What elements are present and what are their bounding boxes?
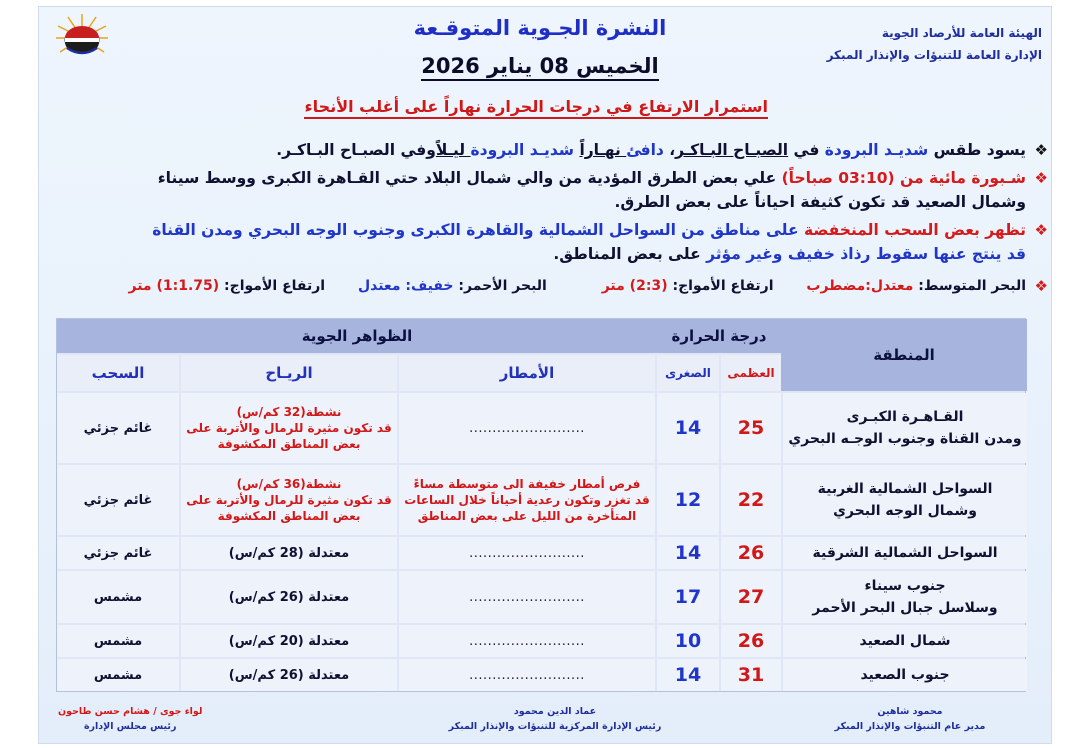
bullet-clouds-cont: قد ينتج عنها سقوط رذاذ خفيف وغير مؤثر على بعض المناطق. [553, 245, 1026, 263]
row5-max: 26 [721, 625, 781, 657]
bullet-fog: ❖ شـبورة مائية من (03:10 صباحاً) علي بعض الطرق المؤدية من والي شمال البلاد حتي القـاهرة الكبرى ووسط سيناء [148, 166, 1048, 190]
header-wind: الريـاح [181, 355, 397, 391]
row5-wind: معتدلة (20 كم/س) [181, 625, 397, 657]
forecast-table [56, 318, 1026, 692]
org-line-2: الإدارة العامة للتنبؤات والإنذار المبكر [826, 48, 1042, 62]
row4-rain: ......................... [399, 571, 655, 623]
header-clouds: السحب [57, 355, 179, 391]
row6-rain: ......................... [399, 659, 655, 691]
bulletin-date: الخميس 08 يناير 2026 [340, 54, 740, 78]
row2-clouds: غائم جزئي [57, 465, 179, 535]
bullet-temperature: ❖ يسود طقس شديـد البرودة في الصبـاح البـاكـر، دافئ نهـاراً شديـد البرودة ليـلاًوفي الصبـاح البـاكـر. [148, 138, 1048, 162]
header-region: المنطقة [781, 319, 1027, 391]
row6-max: 31 [721, 659, 781, 691]
row3-min: 14 [657, 537, 719, 569]
row5-region: شمال الصعيد [783, 625, 1027, 657]
header-phenomena: الظواهر الجوية [57, 319, 657, 353]
row4-wind: معتدلة (26 كم/س) [181, 571, 397, 623]
row6-wind: معتدلة (26 كم/س) [181, 659, 397, 691]
bulletin-title: النشرة الجـوية المتوقـعة [413, 16, 667, 40]
row4-clouds: مشمس [57, 571, 179, 623]
diamond-bullet-icon: ❖ [1034, 141, 1048, 159]
row3-region: السواحل الشمالية الشرقية [783, 537, 1027, 569]
bullet-clouds: ❖ تظهر بعض السحب المنخفضة على مناطق من السواحل الشمالية والقاهرة الكبرى وجنوب الوجه البحري ومدن القناة [148, 218, 1048, 242]
row4-min: 17 [657, 571, 719, 623]
signature-right: محمود شاهين مدير عام التنبؤات والإنذار المبكر [834, 706, 986, 732]
bullet-fog-cont: وشمال الصعيد قد تكون كثيفة احياناً على بعض الطرق. [614, 193, 1026, 211]
row2-max: 22 [721, 465, 781, 535]
signature-center: عماد الدين محمود رئيس الإدارة المركزية للتنبؤات والإنذار المبكر [448, 706, 662, 732]
header-min: الصغرى [657, 355, 719, 391]
row5-clouds: مشمس [57, 625, 179, 657]
row6-region: جنوب الصعيد [783, 659, 1027, 691]
headline: استمرار الارتفاع في درجات الحرارة نهاراً على أغلب الأنحاء [304, 97, 768, 119]
row2-wind: نشطة(36 كم/س) قد تكون مثيرة للرمال والأتربة على بعض المناطق المكشوفة [181, 465, 397, 535]
org-line-1: الهيئة العامة للأرصاد الجوية [881, 26, 1042, 40]
row3-clouds: غائم جزئي [57, 537, 179, 569]
row1-region: القـاهـرة الكبـرى ومدن القناة وجنوب الوجـه البحري [783, 393, 1027, 463]
header-rain: الأمطار [399, 355, 655, 391]
row2-min: 12 [657, 465, 719, 535]
row1-rain: ......................... [399, 393, 655, 463]
row5-rain: ......................... [399, 625, 655, 657]
diamond-bullet-icon: ❖ [1034, 277, 1048, 295]
diamond-bullet-icon: ❖ [1034, 221, 1048, 239]
bullet-sea: ❖ البحر المتوسط: معتدل:مضطرب ارتفاع الأمواج: (2:3) متر البحر الأحمر: خفيف: معتدل ارتفاع الأمواج: (1:1.75) متر [148, 274, 1048, 298]
row1-wind: نشطة(32 كم/س) قد تكون مثيرة للرمال والأتربة على بعض المناطق المكشوفة [181, 393, 397, 463]
header-max: العظمى [721, 355, 781, 391]
row6-min: 14 [657, 659, 719, 691]
row2-region: السواحل الشمالية الغربية وشمال الوجه البحري [783, 465, 1027, 535]
diamond-bullet-icon: ❖ [1034, 169, 1048, 187]
row3-rain: ......................... [399, 537, 655, 569]
row3-max: 26 [721, 537, 781, 569]
row1-max: 25 [721, 393, 781, 463]
organization-name [827, 22, 1042, 66]
row3-wind: معتدلة (28 كم/س) [181, 537, 397, 569]
forecast-bullets [128, 138, 1048, 298]
row1-min: 14 [657, 393, 719, 463]
row4-region: جنوب سيناء وسلاسل جبال البحر الأحمر [783, 571, 1027, 623]
header-temperature: درجة الحرارة [657, 319, 781, 353]
ema-logo-icon [54, 12, 110, 64]
row4-max: 27 [721, 571, 781, 623]
row5-min: 10 [657, 625, 719, 657]
row1-clouds: غائم جزئي [57, 393, 179, 463]
row6-clouds: مشمس [57, 659, 179, 691]
row2-rain: فرص أمطار خفيفة الى متوسطة مساءً قد تغزر وتكون رعدية أحياناً خلال الساعات المتأخرة من الليل على بعض المناطق [399, 465, 655, 535]
signature-left: لواء جوى / هشام حسن طاحون رئيس مجلس الإدارة [58, 706, 203, 732]
